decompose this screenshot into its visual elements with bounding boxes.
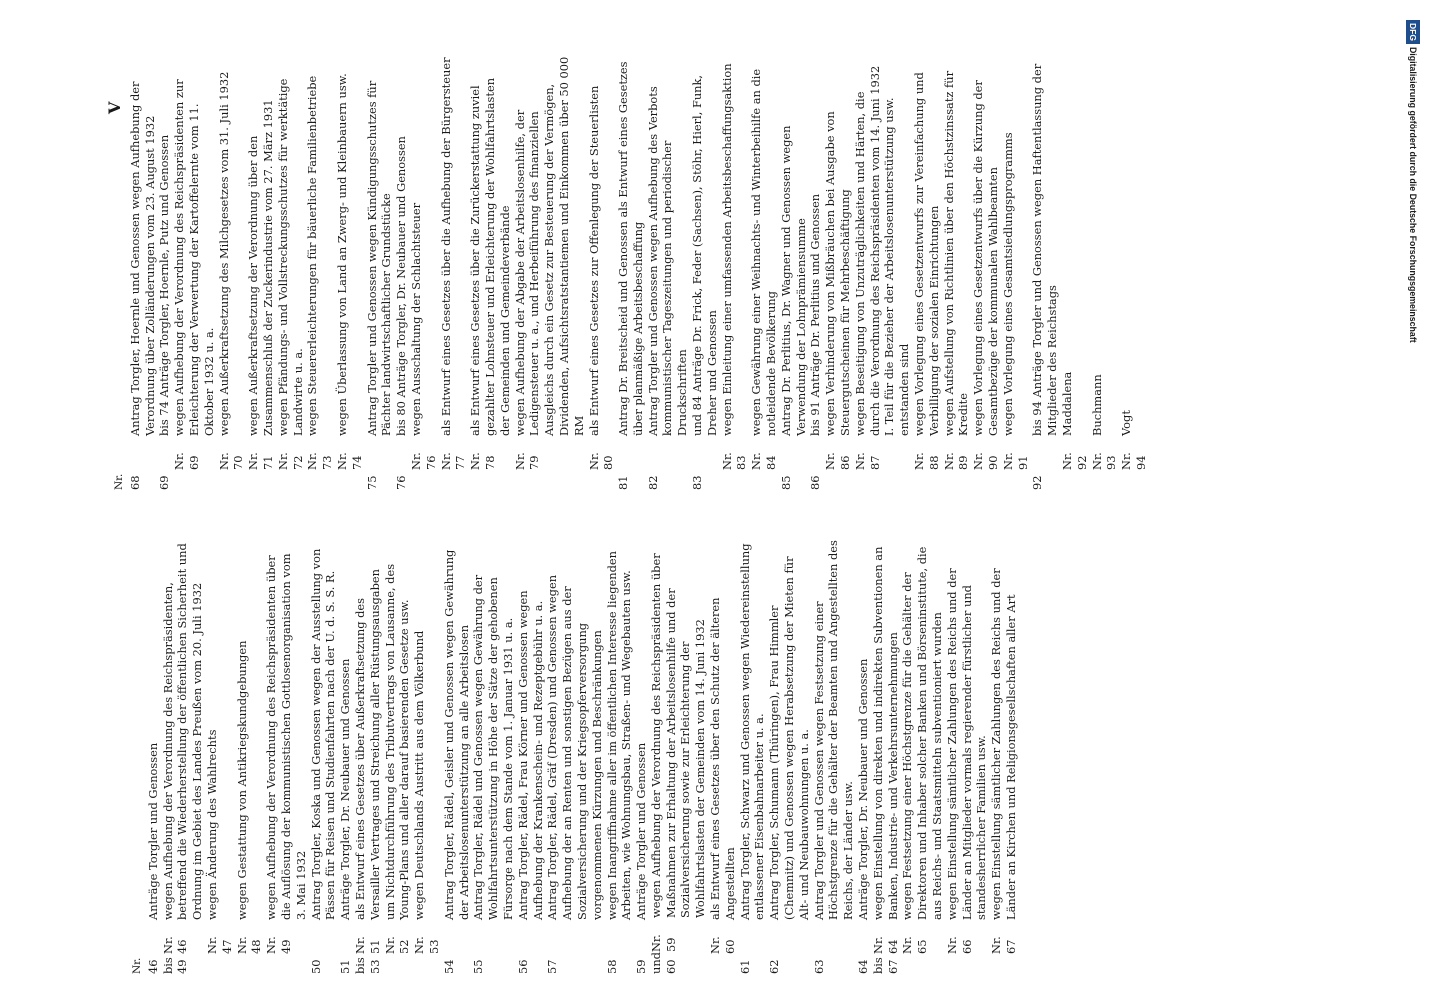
entry-line — [309, 540, 339, 974]
sub-number — [365, 436, 395, 470]
entry-text: Anträge Torgler, Dr. Neubauer und Genossen — [856, 658, 871, 920]
entry-text: Antrag Torgler, Rädel, Frau Körner und Genossen wegen Aufhebung der Krankenschein- und Rezeptgebühr u. a. — [515, 590, 545, 920]
entry — [690, 56, 779, 490]
entry-number — [412, 954, 442, 974]
right-column — [112, 56, 1149, 490]
entry-text: um Nichtdurchführung des Tributvertrags von Lausanne, des Young-Plans und aller darauf basierenden Gesetze usw. — [382, 563, 412, 920]
entry-text: wegen Änderung des Wahlrechts — [204, 729, 219, 920]
sub-number: Nr. 49 — [264, 936, 293, 954]
sub-number: Nr. 53 — [412, 936, 441, 954]
entry-number — [823, 470, 853, 490]
sub-number — [442, 920, 472, 954]
entry-line — [172, 56, 216, 490]
entry — [767, 540, 811, 974]
entry-text: wegen Aufhebung der Verordnung des Reichspräsidenten, betreffend die Wiederherstellung der öffentlichen Sicherheit und Ordnung im Gebiet des Landes Preußen vom 20. Juli 1932 — [160, 543, 205, 920]
entry-line — [471, 540, 515, 974]
entry — [516, 540, 546, 974]
entry-text: Antrag Torgler, Schwarz und Genossen wegen Wiedereinstellung entlassener Eisenbahnarbeiter u. a. — [737, 543, 767, 920]
sub-number: Nr. 84 — [749, 452, 779, 470]
entry — [779, 56, 809, 490]
sub-number — [471, 920, 515, 954]
sub-number: Nr. 71 — [246, 452, 275, 470]
entry-line — [690, 56, 720, 490]
entry-line — [146, 540, 161, 974]
entry-line — [823, 56, 853, 490]
sub-number: Nr. 66 — [944, 936, 974, 954]
entry-number — [305, 470, 335, 490]
entry-text: wegen Vorlegung eines Gesamtsiedlungsprogramms — [1000, 132, 1015, 436]
sub-number: Nr. 59 — [648, 934, 678, 953]
entry-line — [616, 56, 646, 490]
entry-line — [853, 56, 912, 490]
entry-line — [513, 56, 587, 490]
sub-number: Nr. 93 — [1089, 452, 1119, 470]
entry-text: bis 74 Anträge Torgler, Hoernle, Putz und Genossen — [157, 134, 172, 436]
entry — [634, 540, 738, 974]
sub-number — [338, 920, 353, 954]
entry-number — [1090, 470, 1120, 490]
entry-number: 51 — [338, 959, 353, 974]
entry-text: wegen Pfändungs- und Vollstreckungsschutzes für werktätige Landwirte u. a. — [275, 78, 305, 436]
sub-number: Nr. 73 — [305, 452, 335, 470]
entry-text: und 84 Anträge Dr. Frick, Feder (Sachsen), Stöhr, Hierl, Funk, Dreher und Genossen — [690, 74, 719, 436]
entry-line — [605, 540, 635, 974]
entry-line — [205, 540, 235, 974]
entry-number — [383, 954, 413, 974]
entry-number — [276, 470, 306, 490]
entry-text: Antrag Dr. Breitscheid und Genossen als Entwurf eines Gesetzes über planmäßige Arbeitsbeschaffung — [616, 61, 645, 436]
entry-text: wegen Vorlegung eines Gesetzentwurfs zur Vereinfachung und Verbilligung der sozialen Einrichtungen — [912, 72, 941, 436]
entry-number: 56 — [515, 959, 530, 974]
sub-number: Nr. 83 — [719, 452, 749, 470]
sub-number: Nr. 64 — [870, 936, 900, 954]
entry-text: bis 80 Anträge Torgler, Dr. Neubauer und Genossen — [394, 136, 409, 436]
entry-line — [749, 56, 779, 490]
entry-line — [409, 56, 439, 490]
entry-number: 57 — [545, 959, 560, 974]
entry — [812, 540, 856, 974]
entry-line — [305, 56, 335, 490]
entry-number — [587, 470, 617, 490]
entry-number: und 60 — [648, 952, 678, 974]
entry-number — [708, 954, 738, 974]
sub-number — [545, 920, 604, 954]
sub-number: Nr. 94 — [1119, 452, 1148, 470]
entry-text: bis 91 Anträge Dr. Perlitius und Genossen — [808, 193, 823, 436]
entry-line — [808, 56, 823, 490]
entry-line — [412, 540, 442, 974]
entry-number: 55 — [471, 959, 486, 974]
sub-number — [309, 920, 339, 954]
entry-text: wegen Steuererleichterungen für bäuerliche Familienbetriebe — [305, 75, 320, 436]
entry-text: wegen Aufhebung der Verordnung des Reichspräsidenten über die Auflösung der kommunistischen Gottlosenorganisation vom 3. Mai 1932 — [264, 553, 308, 920]
sub-number: Nr. 80 — [586, 452, 616, 470]
entry-number: 83 — [690, 475, 705, 490]
entry-number — [335, 470, 365, 490]
entry — [365, 56, 395, 490]
entry-line — [1030, 56, 1060, 490]
sub-number: Nr. 92 — [1060, 452, 1089, 470]
entry-line — [812, 540, 856, 974]
sub-number — [646, 436, 690, 470]
entry-line — [246, 56, 276, 490]
entry-line — [971, 56, 1001, 490]
entry-line — [779, 56, 809, 490]
entry — [605, 540, 635, 974]
sub-number: Nr. 69 — [172, 452, 201, 470]
entry-text: wegen Inangriffnahme aller im öffentlichen Interesse liegenden Arbeiten, wie Wohnungsbau, Straßen- und Wegebauten usw. — [604, 551, 634, 920]
entry-number — [971, 470, 1001, 490]
entry-number — [264, 954, 308, 974]
sub-number — [808, 436, 823, 470]
sub-number: Nr. 79 — [512, 452, 542, 470]
entry — [442, 540, 472, 974]
entry-number — [942, 470, 972, 490]
sub-number: Nr. 47 — [204, 936, 234, 954]
entry-text: Antrag Torgler, Rädel und Genossen wegen Gewährung der Wohlfahrtsunterstützung in Höhe der Sätze der gehobenen Fürsorge nach dem Stande vom 1. Januar 1931 u. a. — [471, 574, 515, 920]
entry-text: Anträge Torgler und Genossen — [634, 742, 649, 920]
entry-number — [205, 954, 235, 974]
entry-text: wegen Verhinderung von Mißbräuchen bei Ausgabe von Steuergutscheinen für Mehrbeschäftigung — [823, 111, 853, 436]
entry-line — [871, 540, 901, 974]
dfg-logo-badge: DFG — [1406, 20, 1420, 44]
sub-number — [634, 920, 649, 954]
entry-text: wegen Aufhebung der Verordnung des Reichspräsidenten über Maßnahmen zur Erhaltung der Arbeitslosenhilfe und der Sozialversicherung sowie zur Erleichterung der Wohlfahrtslasten der Gemeinden vom 14. Juni 1932 — [648, 553, 708, 919]
entry-text: Antrag Torgler und Genossen wegen Kündigungsschutzes für Pächter landwirtschaftlicher Grundstücke — [364, 80, 394, 436]
column-header-right: Nr. — [113, 473, 125, 490]
entry-line — [767, 540, 811, 974]
entry-number — [513, 470, 587, 490]
sub-number: Nr. 72 — [275, 452, 305, 470]
entry-line — [335, 56, 365, 490]
entry-text: wegen Deutschlands Austritt aus dem Völkerbund — [412, 630, 427, 920]
entry-line — [128, 56, 158, 490]
entry-line — [856, 540, 871, 974]
column-header-left: Nr. — [131, 957, 143, 974]
sub-number — [738, 920, 768, 954]
entry-text: wegen Überlassung von Land an Zwerg- und Kleinbauern usw. — [334, 73, 349, 436]
sub-number — [856, 920, 871, 954]
entry-line — [468, 56, 512, 490]
entry-line — [1060, 56, 1090, 490]
entry-number — [1119, 470, 1149, 490]
entry — [471, 540, 515, 974]
entry-text: Antrag Torgler, Schumann (Thüringen), Frau Himmler (Chemnitz) und Genossen wegen Herabsetzung der Mieten für Alt- und Neubauwohnungen u. a. — [767, 556, 811, 920]
entry — [856, 540, 1019, 974]
entry-line — [353, 540, 383, 974]
entry-line — [235, 540, 265, 974]
entry — [616, 56, 646, 490]
entry-text: wegen Ausschaltung der Schlachtsteuer — [408, 202, 423, 436]
entry-text: wegen Einstellung von direkten und indirekten Subventionen an Banken, Industrie- und Verkehrsunternehmungen — [870, 546, 900, 920]
sub-number: Nr. 89 — [941, 452, 971, 470]
entry-text: Maddalena — [1060, 371, 1074, 436]
entry-line — [989, 540, 1019, 974]
sub-number — [128, 436, 158, 470]
entry-number — [172, 470, 216, 490]
entry-line — [264, 540, 308, 974]
entry-number: 64 — [856, 959, 871, 974]
entry-line — [942, 56, 972, 490]
entry-number: 58 — [604, 959, 619, 974]
entry-text: Antrag Torgler und Genossen wegen Festsetzung einer Höchstgrenze für die Gehälter der Beamten und Angestellten des Reichs, der Länder usw. — [811, 540, 856, 920]
entry-line — [516, 540, 546, 974]
entry-line — [365, 56, 395, 490]
entry-line — [276, 56, 306, 490]
entry-line — [161, 540, 205, 974]
entry-line — [945, 540, 989, 974]
entry — [646, 56, 690, 490]
entry-number: 76 — [394, 475, 409, 490]
entry-number: bis 53 — [352, 957, 382, 974]
entry-text: wegen Gestattung von Antikriegskundgebungen — [234, 640, 249, 920]
entry-number: 50 — [308, 959, 323, 974]
entry-text: wegen Außerkraftsetzung der Verordnung über den Zusammenschluß der Zuckerindustrie vom 27. März 1931 — [246, 99, 275, 436]
entry-line — [720, 56, 750, 490]
sub-number: Nr. 74 — [334, 452, 364, 470]
entry-text: Anträge Torgler und Genossen — [145, 742, 160, 920]
entry-number — [720, 470, 750, 490]
entry-number: 85 — [778, 475, 793, 490]
sub-number — [1030, 436, 1060, 470]
sub-number: Nr. 52 — [382, 936, 412, 954]
entry-text: wegen Beseitigung von Unzuträglichkeiten und Härten, die durch die Verordnung des Reichspräsidenten vom 14. Juni 1932 I. Teil für die Bezieher der Arbeitslosenunterstützung usw. entstanden sind — [852, 65, 912, 436]
entry-text: Antrag Torgler, Hoernle und Genossen wegen Aufhebung der Verordnung über Zolländerungen vom 23. August 1932 — [127, 81, 157, 436]
entry-text: als Entwurf eines Gesetzes zur Offenlegung der Steuerlisten — [586, 85, 601, 436]
entry-line — [383, 540, 413, 974]
entry-number: 75 — [364, 475, 379, 490]
entry-text: wegen Aufhebung der Abgabe der Arbeitslosenhilfe, der Ledigensteuer u. a., und Herbeiführung des finanziellen Ausgleichs durch ein Gesetz zur Besteuerung der Vermögen, Dividenden, Aufsichtsratstantiemen und Einkommen über 50 000 RM — [512, 56, 586, 436]
page-number: V — [105, 100, 124, 114]
entry — [545, 540, 604, 974]
entry-text: wegen Festsetzung einer Höchstgrenze für die Gehälter der Direktoren und Inhaber solcher Banken und Börseninstitute, die aus Reichs- und Staatsmitteln subventioniert wurden — [900, 546, 945, 920]
sub-number — [146, 920, 161, 954]
sub-number — [812, 920, 856, 954]
entry-number — [217, 470, 247, 490]
entry-line — [1001, 56, 1031, 490]
document-page — [100, 26, 1148, 974]
entry-number: 59 — [634, 959, 649, 974]
entry-line — [649, 540, 708, 974]
entry — [808, 56, 1030, 490]
sub-number: Nr. 90 — [971, 452, 1001, 470]
sub-number: Nr. 88 — [912, 452, 941, 470]
entry — [394, 56, 616, 490]
sub-number — [157, 436, 172, 470]
entry — [157, 56, 364, 490]
sub-number: Nr. 65 — [900, 936, 930, 954]
entry-text: wegen Außerkraftsetzung des Milchgesetzes vom 31. Juli 1932 — [216, 71, 231, 436]
entry-line — [634, 540, 649, 974]
entry-number: 54 — [441, 959, 456, 974]
entry-text: Antrag Dr. Perlitius, Dr. Wagner und Genossen wegen Verwendung der Lohnprämiensumme — [778, 125, 808, 436]
entry-number — [1060, 470, 1090, 490]
entry-number: bis 67 — [870, 957, 900, 974]
sub-number — [690, 436, 720, 470]
sub-number — [605, 920, 635, 954]
sub-number: Nr. 48 — [234, 936, 264, 954]
entry-text: Antrag Torgler, Koska und Genossen wegen der Ausstellung von Pässen für Reisen und Studienfahrten nach der U. d. S. S. R. — [308, 548, 338, 920]
sub-number: Nr. 77 — [438, 452, 468, 470]
sub-number — [779, 436, 809, 470]
entry — [1030, 56, 1148, 490]
entry-number — [409, 470, 439, 490]
entry-number: 61 — [737, 959, 752, 974]
entry-line — [545, 540, 604, 974]
entry-number — [945, 954, 989, 974]
entry-line — [442, 540, 472, 974]
entry-text: als Entwurf eines Gesetzes über die Zurückerstattung zuviel gezahlter Lohnsteuer und Erleichterung der Wohlfahrtslasten der Gemeinden und Gemeindeverbände — [468, 77, 512, 436]
entry-text: Buchmann — [1089, 374, 1104, 436]
entry-line — [1119, 56, 1149, 490]
entry-text: bis 94 Anträge Torgler und Genossen wegen Haftentlassung der Mitglieder des Reichstags — [1030, 63, 1060, 436]
left-column — [130, 540, 1019, 974]
entry-number — [246, 470, 276, 490]
entry-line — [394, 56, 409, 490]
entry-text: Antrag Torgler, Rädel, Gräf (Dresden) und Genossen wegen Aufhebung der an Renten und sonstigen Bezügen aus der Sozialversicherung und der Kriegsopferversorgung vorgenommenen Kürzungen und Beschränkungen — [545, 574, 604, 920]
entry-line — [587, 56, 617, 490]
entry-line — [646, 56, 690, 490]
sub-number — [767, 920, 811, 954]
entry-number — [439, 470, 469, 490]
sub-number: Nr. 78 — [468, 452, 497, 470]
sub-number: Nr. 87 — [852, 452, 882, 470]
entry-text: Antrag Torgler, Rädel, Geisler und Genossen wegen Gewährung der Arbeitslosenunterstützung an alle Arbeitslosen — [441, 549, 471, 920]
entry-text: als Entwurf eines Gesetzes über Außerkraftsetzung des Versailler Vertrages und Streichung aller Rüstungsausgaben — [352, 569, 382, 920]
sub-number: Nr. 70 — [216, 452, 246, 470]
entry-number: 92 — [1030, 475, 1045, 490]
sub-number: Nr. 46 — [160, 936, 190, 954]
credit-text: Digitalisierung gefördert durch die Deutsche Forschungsgemeinschaft — [1408, 46, 1418, 343]
sub-number: Nr. 51 — [352, 936, 382, 954]
entry-text: Anträge Torgler, Dr. Neubauer und Genossen — [338, 658, 353, 920]
sub-number: Nr. 91 — [1000, 452, 1030, 470]
sub-number: Nr. 67 — [989, 936, 1019, 954]
entry-number: 69 — [157, 475, 172, 490]
entry-text: wegen Aufstellung von Richtlinien über den Höchstzinssatz für Kredite — [941, 70, 971, 436]
entry — [128, 56, 158, 490]
entry-line — [1090, 56, 1120, 490]
entry — [738, 540, 768, 974]
entry-number — [468, 470, 512, 490]
sub-number: Nr. 86 — [823, 452, 853, 470]
entry-line — [217, 56, 247, 490]
entry-number: 46 — [145, 959, 160, 974]
entry-text: als Entwurf eines Gesetzes über die Aufhebung der Bürgersteuer — [438, 57, 453, 436]
entry-number — [900, 954, 944, 974]
sub-number — [616, 436, 646, 470]
entry-number: 86 — [808, 475, 823, 490]
funding-credit — [1406, 20, 1420, 404]
entry-text: wegen Gewährung einer Weihnachts- und Winterbeihilfe an die notleidende Bevölkerung — [749, 68, 779, 436]
entry-line — [439, 56, 469, 490]
entry-number — [1001, 470, 1031, 490]
entry-line — [708, 540, 738, 974]
entry-number — [853, 470, 912, 490]
sub-number: Nr. 76 — [408, 452, 438, 470]
entry-number: 82 — [645, 475, 660, 490]
entry-line — [157, 56, 172, 490]
entry-number — [912, 470, 942, 490]
entry-number — [749, 470, 779, 490]
entry-number — [989, 954, 1019, 974]
entry-number: 81 — [616, 475, 631, 490]
entry-line — [738, 540, 768, 974]
sub-number: Nr. 60 — [708, 936, 737, 954]
entry-text: wegen Einstellung sämtlicher Zahlungen des Reichs und der Länder an Mitglieder vormals regierender fürstlicher und standesherrlicher Familien usw. — [944, 568, 989, 920]
entry-text: wegen Vorlegung eines Gesetzentwurfs über die Kürzung der Gesamtbezüge der kommunalen Wahlbeamten — [971, 80, 1001, 436]
entry-text: wegen Einleitung einer umfassenden Arbeitsbeschaffungsaktion — [719, 63, 734, 436]
entry-number: 63 — [811, 959, 826, 974]
entry-line — [338, 540, 353, 974]
entry-number: 62 — [767, 959, 782, 974]
entry — [309, 540, 339, 974]
entry-text: wegen Aufhebung der Verordnung des Reichspräsidenten zur Erleichterung der Verwertung der Kartoffelernte vom 11. Oktober 1932 u. a. — [172, 79, 216, 436]
entry-number: 68 — [127, 475, 142, 490]
sub-number — [394, 436, 409, 470]
entry-number — [235, 954, 265, 974]
entry-text: wegen Einstellung sämtlicher Zahlungen des Reichs und der Länder an Kirchen und Religionsgesellschaften aller Art — [989, 568, 1019, 920]
sub-number — [516, 920, 546, 954]
entry-text: Vogt — [1119, 410, 1134, 436]
entry-number: bis 49 — [160, 957, 190, 974]
entry-text: als Entwurf eines Gesetzes über den Schutz der älteren Angestellten — [708, 597, 737, 920]
entry-line — [912, 56, 942, 490]
entry-line — [900, 540, 944, 974]
entry-text: Antrag Torgler und Genossen wegen Aufhebung des Verbots kommunistischer Tageszeitungen und periodischer Druckschriften — [645, 86, 690, 436]
entry — [338, 540, 442, 974]
entry — [146, 540, 309, 974]
